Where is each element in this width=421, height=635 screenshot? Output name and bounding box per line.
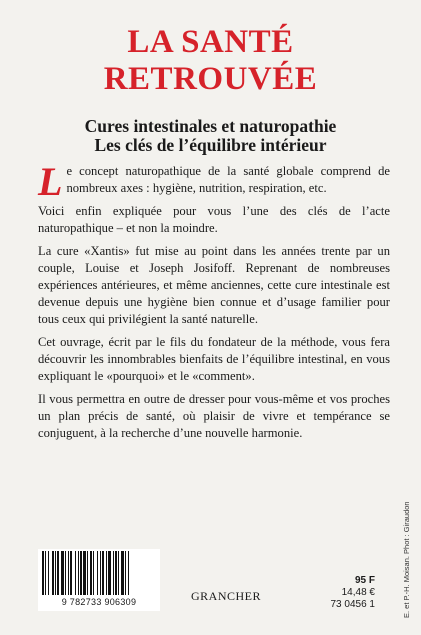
barcode-bar <box>90 551 92 595</box>
barcode-bar <box>83 551 86 595</box>
blurb-paragraph-3: La cure «Xantis» fut mise au point dans les années trente par un couple, Louise et Joseph Josifoff. Reprenant de nombreuses expériences antérieures, et même anciennes, cette cure intestinale est devenue depuis une hygiène bien connue et d’usage familier pour tous ceux qui privilégient la santé naturelle. <box>38 244 390 326</box>
blurb-paragraph-1-text: e concept naturopathique de la santé globale comprend de nombreux axes : hygiène, nutrition, respiration, etc. <box>66 164 390 195</box>
barcode-bar <box>108 551 111 595</box>
title-line-1: LA SANTÉ <box>127 24 294 60</box>
barcode-bar <box>113 551 114 595</box>
subtitle-line-1: Cures intestinales et naturopathie <box>84 116 337 136</box>
barcode-bar <box>100 551 101 595</box>
barcode-bar <box>57 551 59 595</box>
blurb-paragraph-5: Il vous permettra en outre de dresser pour vous-même et vos proches un plan précis de santé, où plaisir de vivre et tempérance se conjuguent, à la recherche d’une nouvelle harmonie. <box>38 392 390 440</box>
price-block <box>331 575 376 611</box>
photo-credit: E. et P.-H. Moisan. Phot : Giraudon <box>402 501 411 618</box>
barcode-bar <box>97 551 98 595</box>
barcode-bar <box>75 551 76 595</box>
barcode-bar <box>102 551 104 595</box>
blurb <box>38 159 390 448</box>
barcode-bar <box>121 551 124 595</box>
barcode-bar <box>55 551 56 595</box>
barcode-bar <box>70 551 72 595</box>
price-euros: 14,48 € <box>341 587 375 598</box>
title-line-2: RETROUVÉE <box>103 61 318 97</box>
product-code: 73 0456 1 <box>330 599 375 610</box>
barcode-digits: 9 782733 906309 <box>61 597 137 607</box>
publisher-logo: GRANCHER <box>191 589 262 603</box>
subtitle-line-2: Les clés de l’équilibre intérieur <box>94 135 327 155</box>
barcode-bar <box>78 551 79 595</box>
price-francs: 95 F <box>354 575 375 586</box>
barcode-bar <box>115 551 117 595</box>
barcode-bar <box>45 551 46 595</box>
blurb-paragraph-1 <box>38 159 390 204</box>
barcode-bar <box>87 551 88 595</box>
blurb-paragraph-4: Cet ouvrage, écrit par le fils du fondateur de la méthode, vous fera découvrir les innombrables bienfaits de l’équilibre intestinal, en vous expliquant le «pourquoi» et le «comment». <box>38 335 390 383</box>
barcode-bar <box>125 551 126 595</box>
barcode-bars <box>42 551 156 597</box>
barcode-bar <box>106 551 107 595</box>
isbn-barcode <box>38 549 160 611</box>
barcode-bar <box>48 551 49 595</box>
blurb-paragraph-2: Voici enfin expliquée pour vous l’une des clés de l’acte naturopathique – et non la moindre. <box>38 204 390 235</box>
barcode-bar <box>65 551 66 595</box>
barcode-bar <box>93 551 94 595</box>
barcode-bar <box>42 551 44 595</box>
barcode-bar <box>128 551 129 595</box>
barcode-bar <box>118 551 119 595</box>
drop-cap: L <box>38 159 63 204</box>
barcode-bar <box>52 551 54 595</box>
barcode-bar <box>68 551 69 595</box>
barcode-bar <box>80 551 82 595</box>
barcode-bar <box>61 551 64 595</box>
